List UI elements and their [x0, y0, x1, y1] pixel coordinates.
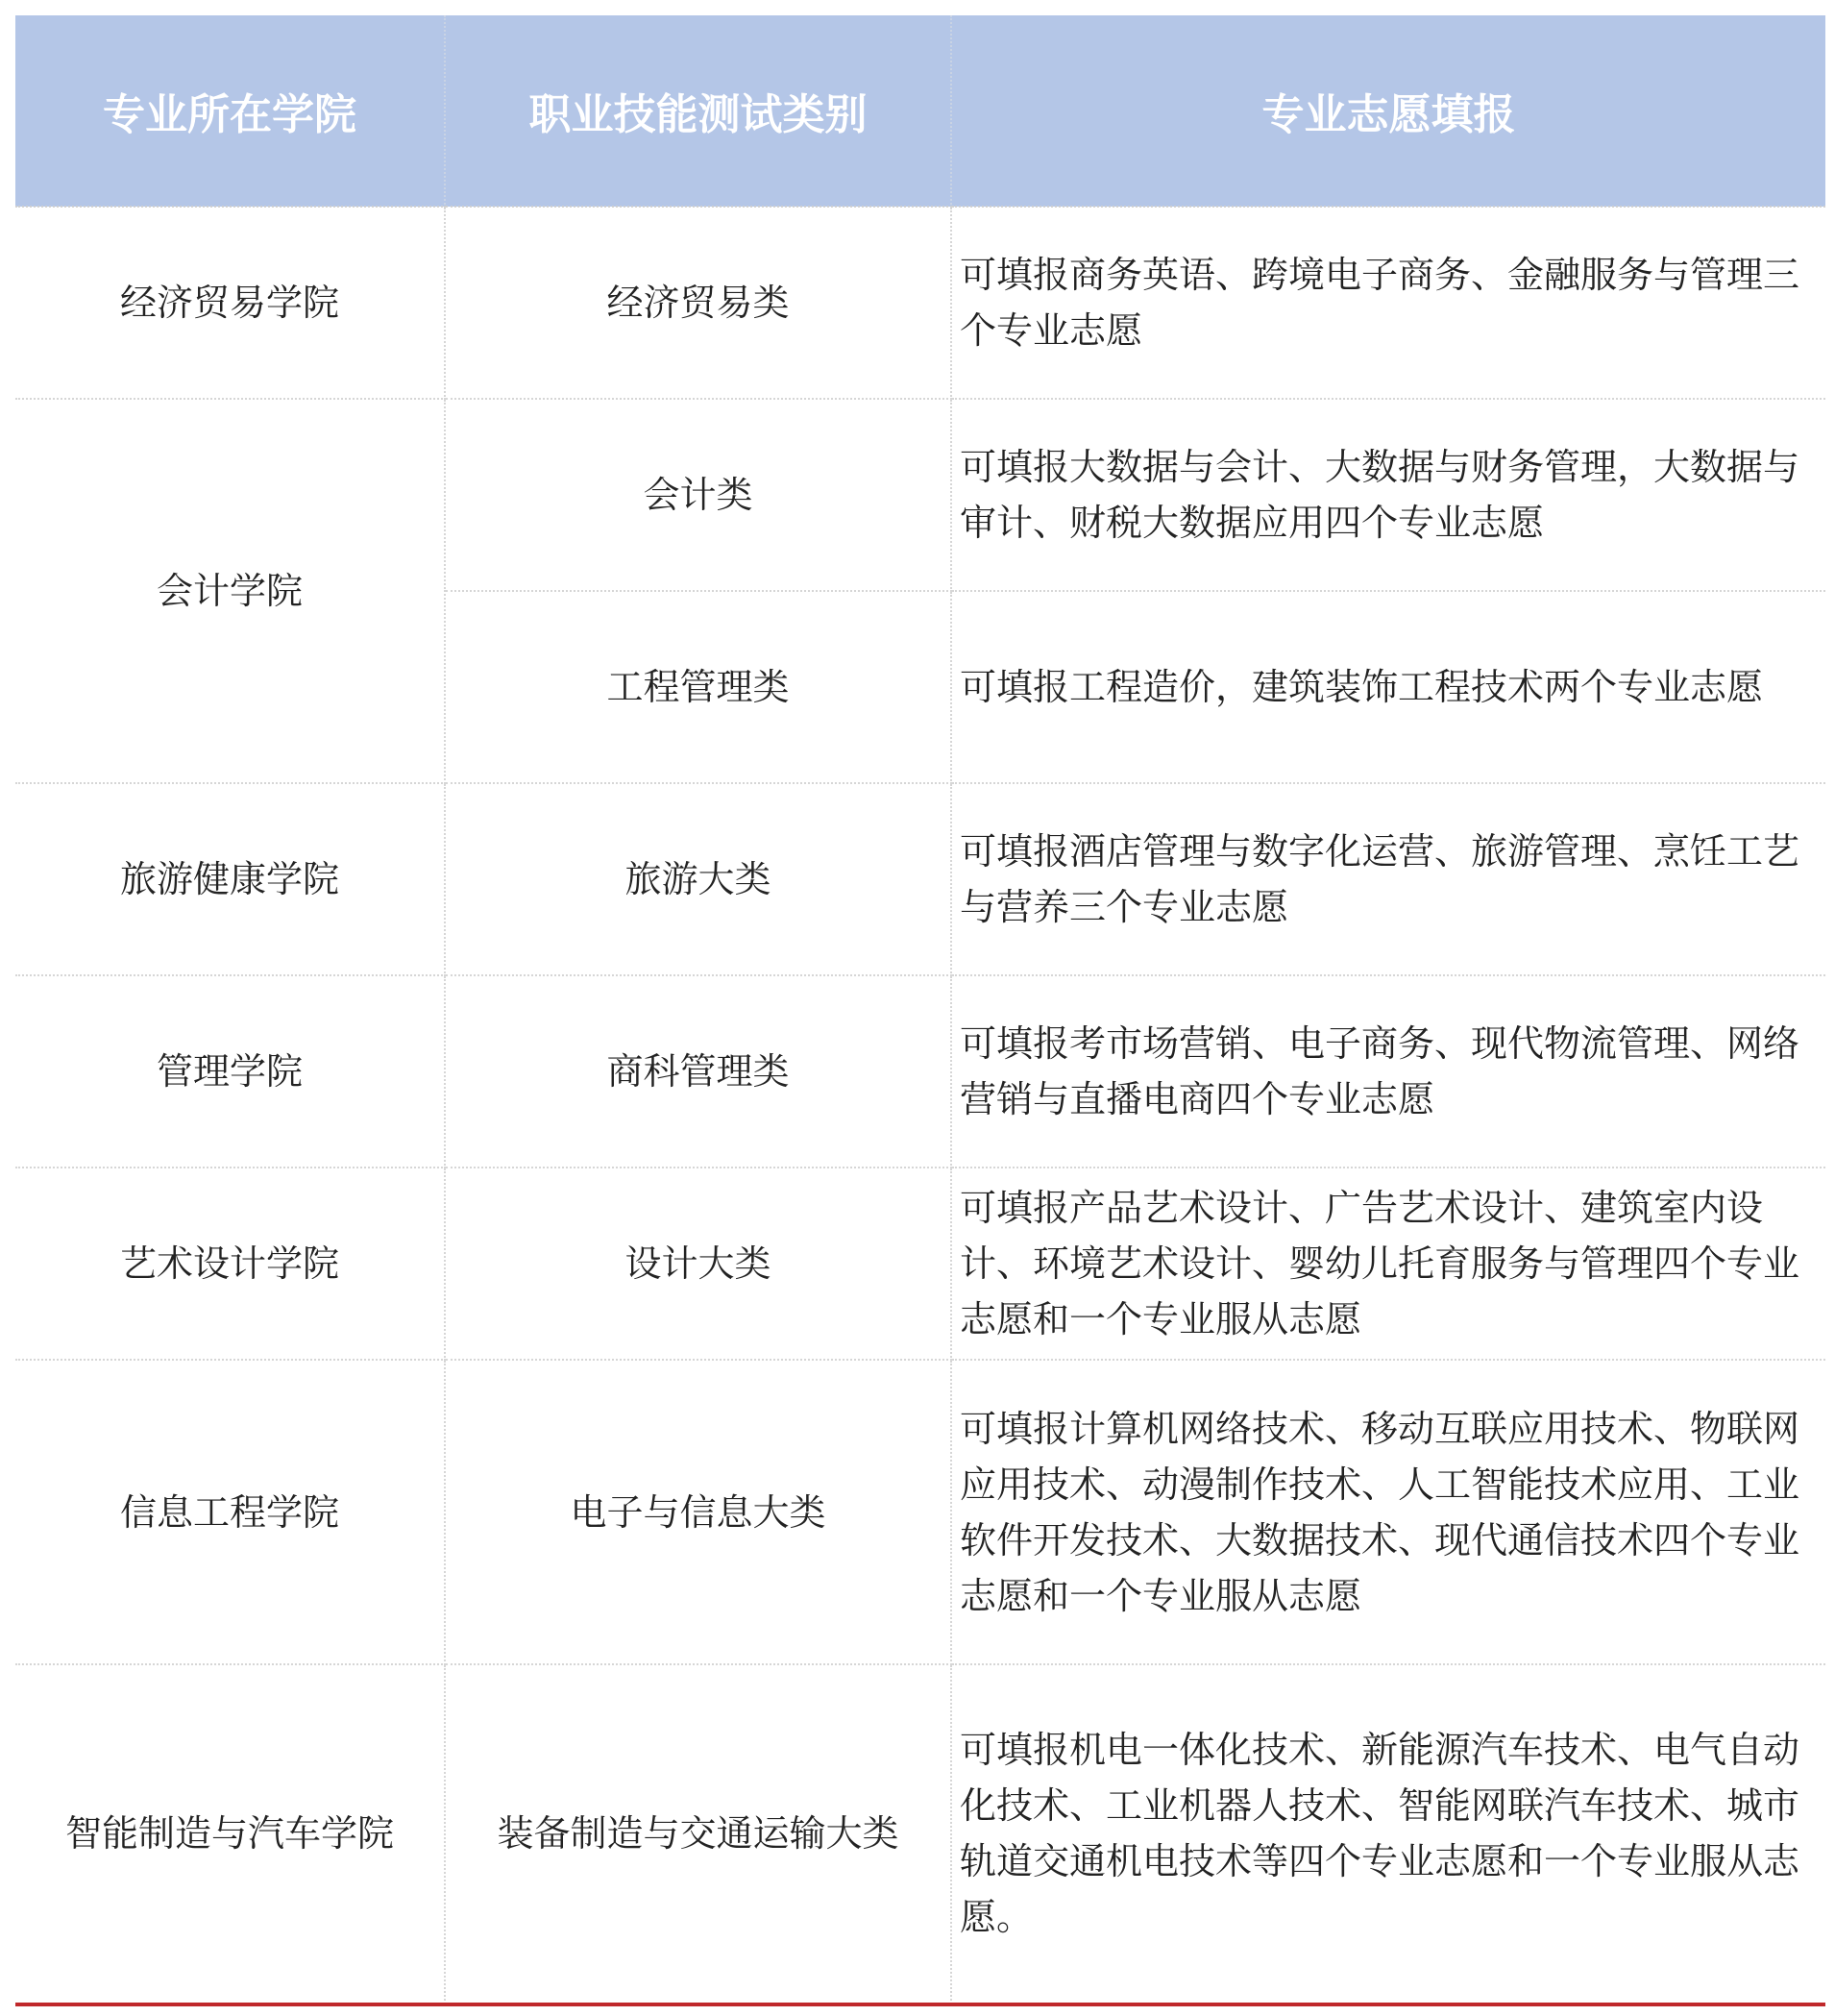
table-bottom-rule [15, 2003, 1825, 2006]
description-cell: 可填报机电一体化技术、新能源汽车技术、电气自动化技术、工业机器人技术、智能网联汽车技术、城市轨道交通机电技术等四个专业志愿和一个专业服从志愿。 [960, 1728, 1800, 1938]
category-cell: 电子与信息大类 [445, 1360, 951, 1664]
table-header-row [15, 15, 1825, 207]
description-cell: 可填报商务英语、跨境电子商务、金融服务与管理三个专业志愿 [951, 207, 1825, 399]
college-cell: 管理学院 [15, 975, 445, 1168]
college-cell: 信息工程学院 [15, 1360, 445, 1664]
college-cell: 会计学院 [15, 399, 445, 783]
category-cell: 设计大类 [445, 1168, 951, 1360]
header-college: 专业所在学院 [15, 15, 445, 207]
description-cell: 可填报计算机网络技术、移动互联应用技术、物联网应用技术、动漫制作技术、人工智能技术应用、工业软件开发技术、大数据技术、现代通信技术四个专业志愿和一个专业服从志愿 [951, 1360, 1825, 1664]
description-cell: 可填报工程造价，建筑装饰工程技术两个专业志愿 [951, 591, 1825, 783]
category-cell: 经济贸易类 [445, 207, 951, 399]
category-cell: 会计类 [445, 399, 951, 591]
table-row [15, 1360, 1825, 1664]
college-cell: 艺术设计学院 [15, 1168, 445, 1360]
college-cell: 经济贸易学院 [15, 207, 445, 399]
table-container [15, 15, 1825, 2001]
college-cell: 旅游健康学院 [15, 783, 445, 975]
table-row [15, 783, 1825, 975]
category-cell: 工程管理类 [445, 591, 951, 783]
header-major-application: 专业志愿填报 [951, 15, 1825, 207]
table-row [15, 1168, 1825, 1360]
description-cell: 可填报产品艺术设计、广告艺术设计、建筑室内设计、环境艺术设计、婴幼儿托育服务与管理四个专业志愿和一个专业服从志愿 [951, 1168, 1825, 1360]
table-row [15, 207, 1825, 399]
description-cell: 可填报大数据与会计、大数据与财务管理，大数据与审计、财税大数据应用四个专业志愿 [951, 399, 1825, 591]
description-cell: 可填报考市场营销、电子商务、现代物流管理、网络营销与直播电商四个专业志愿 [951, 975, 1825, 1168]
category-cell: 商科管理类 [445, 975, 951, 1168]
table-row [15, 975, 1825, 1168]
major-application-table [15, 15, 1825, 2001]
table-row [15, 399, 1825, 591]
description-cell: 可填报酒店管理与数字化运营、旅游管理、烹饪工艺与营养三个专业志愿 [951, 783, 1825, 975]
college-cell: 智能制造与汽车学院 [15, 1664, 445, 2001]
category-cell: 装备制造与交通运输大类 [445, 1664, 951, 2001]
table-row [15, 1664, 1825, 2001]
header-test-category: 职业技能测试类别 [445, 15, 951, 207]
category-cell: 旅游大类 [445, 783, 951, 975]
